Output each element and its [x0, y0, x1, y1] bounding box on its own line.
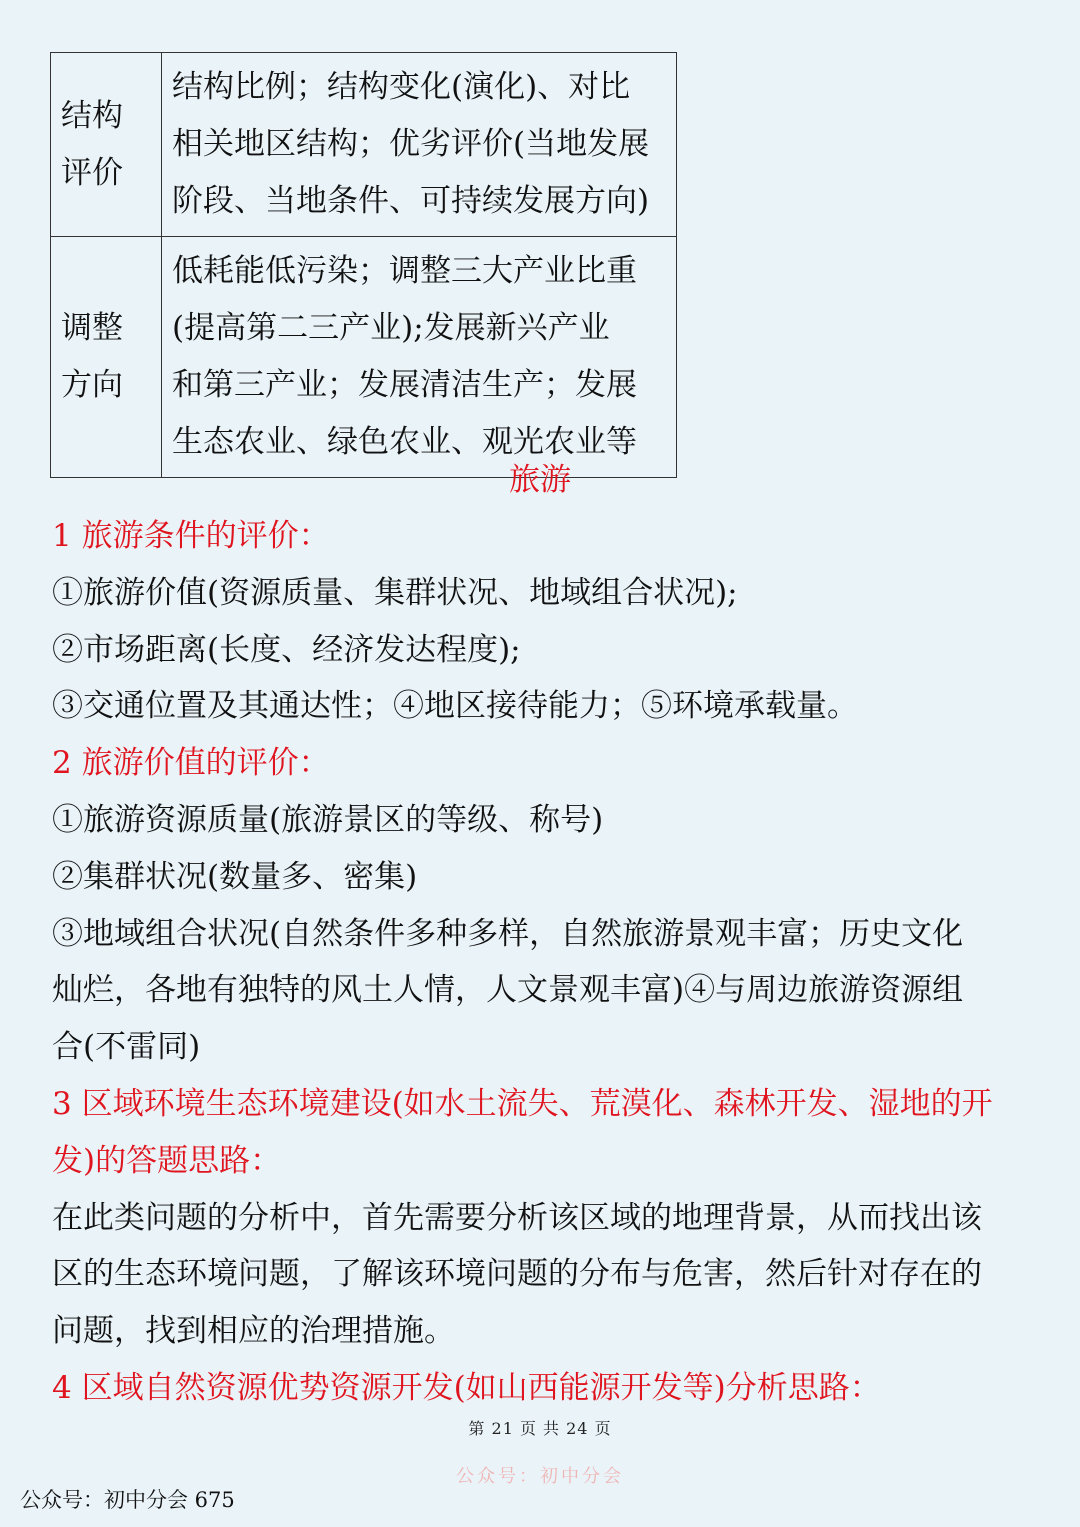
heading-4: 4 区域自然资源优势资源开发(如山西能源开发等)分析思路： — [52, 1369, 881, 1406]
heading-3: 3 区域环境生态环境建设(如水土流失、荒漠化、森林开发、湿地的开 — [52, 1085, 993, 1122]
text-line: ③交通位置及其通达性；④地区接待能力；⑤环境承载量。 — [52, 688, 858, 725]
heading-3-continued: 发)的答题思路： — [52, 1142, 282, 1179]
text-line: 问题，找到相应的治理措施。 — [52, 1313, 455, 1350]
heading-2: 2 旅游价值的评价： — [52, 745, 330, 782]
row-content-line: 阶段、当地条件、可持续发展方向) — [172, 183, 650, 219]
table-row — [51, 237, 677, 478]
row-content-line: (提高第二三产业);发展新兴产业 — [172, 310, 610, 346]
text-line: ②集群状况(数量多、密集) — [52, 858, 418, 895]
row-content-line: 相关地区结构；优劣评价(当地发展 — [172, 126, 650, 162]
text-line: ②市场距离(长度、经济发达程度); — [52, 631, 521, 668]
content-body — [52, 508, 1042, 1417]
text-line: ③地域组合状况(自然条件多种多样，自然旅游景观丰富；历史文化 — [52, 915, 964, 952]
row-heading-line: 结构 — [61, 97, 123, 134]
summary-table — [50, 52, 677, 478]
row-content-line: 低耗能低污染；调整三大产业比重 — [172, 253, 637, 289]
text-line: ①旅游资源质量(旅游景区的等级、称号) — [52, 801, 604, 838]
watermark-center: 公众号：初中分会 — [456, 1466, 624, 1487]
text-line: 区的生态环境问题，了解该环境问题的分布与危害，然后针对存在的 — [52, 1256, 982, 1293]
row-content-line: 和第三产业；发展清洁生产；发展 — [172, 367, 637, 403]
table-row — [51, 53, 677, 237]
page-number: 第 21 页 共 24 页 — [468, 1419, 612, 1438]
text-line: ①旅游价值(资源质量、集群状况、地域组合状况); — [52, 574, 738, 611]
watermark-left: 公众号：初中分会 675 — [20, 1488, 235, 1512]
text-line: 合(不雷同) — [52, 1029, 201, 1066]
text-line: 灿烂，各地有独特的风土人情，人文景观丰富)④与周边旅游资源组 — [52, 972, 964, 1009]
row-heading-adjustment-direction — [51, 237, 162, 478]
row-content-structure-evaluation — [162, 53, 677, 237]
row-heading-line: 方向 — [61, 367, 123, 403]
row-content-line: 生态农业、绿色农业、观光农业等 — [172, 424, 637, 460]
heading-1: 1 旅游条件的评价： — [52, 518, 330, 554]
section-title: 旅游 — [509, 462, 571, 498]
row-content-adjustment-direction — [162, 237, 677, 478]
row-heading-line: 调整 — [61, 310, 123, 346]
row-heading-structure-evaluation — [51, 53, 162, 237]
text-line: 在此类问题的分析中，首先需要分析该区域的地理背景，从而找出该 — [52, 1199, 982, 1236]
row-content-line: 结构比例；结构变化(演化)、对比 — [172, 69, 631, 105]
row-heading-line: 评价 — [61, 154, 123, 191]
